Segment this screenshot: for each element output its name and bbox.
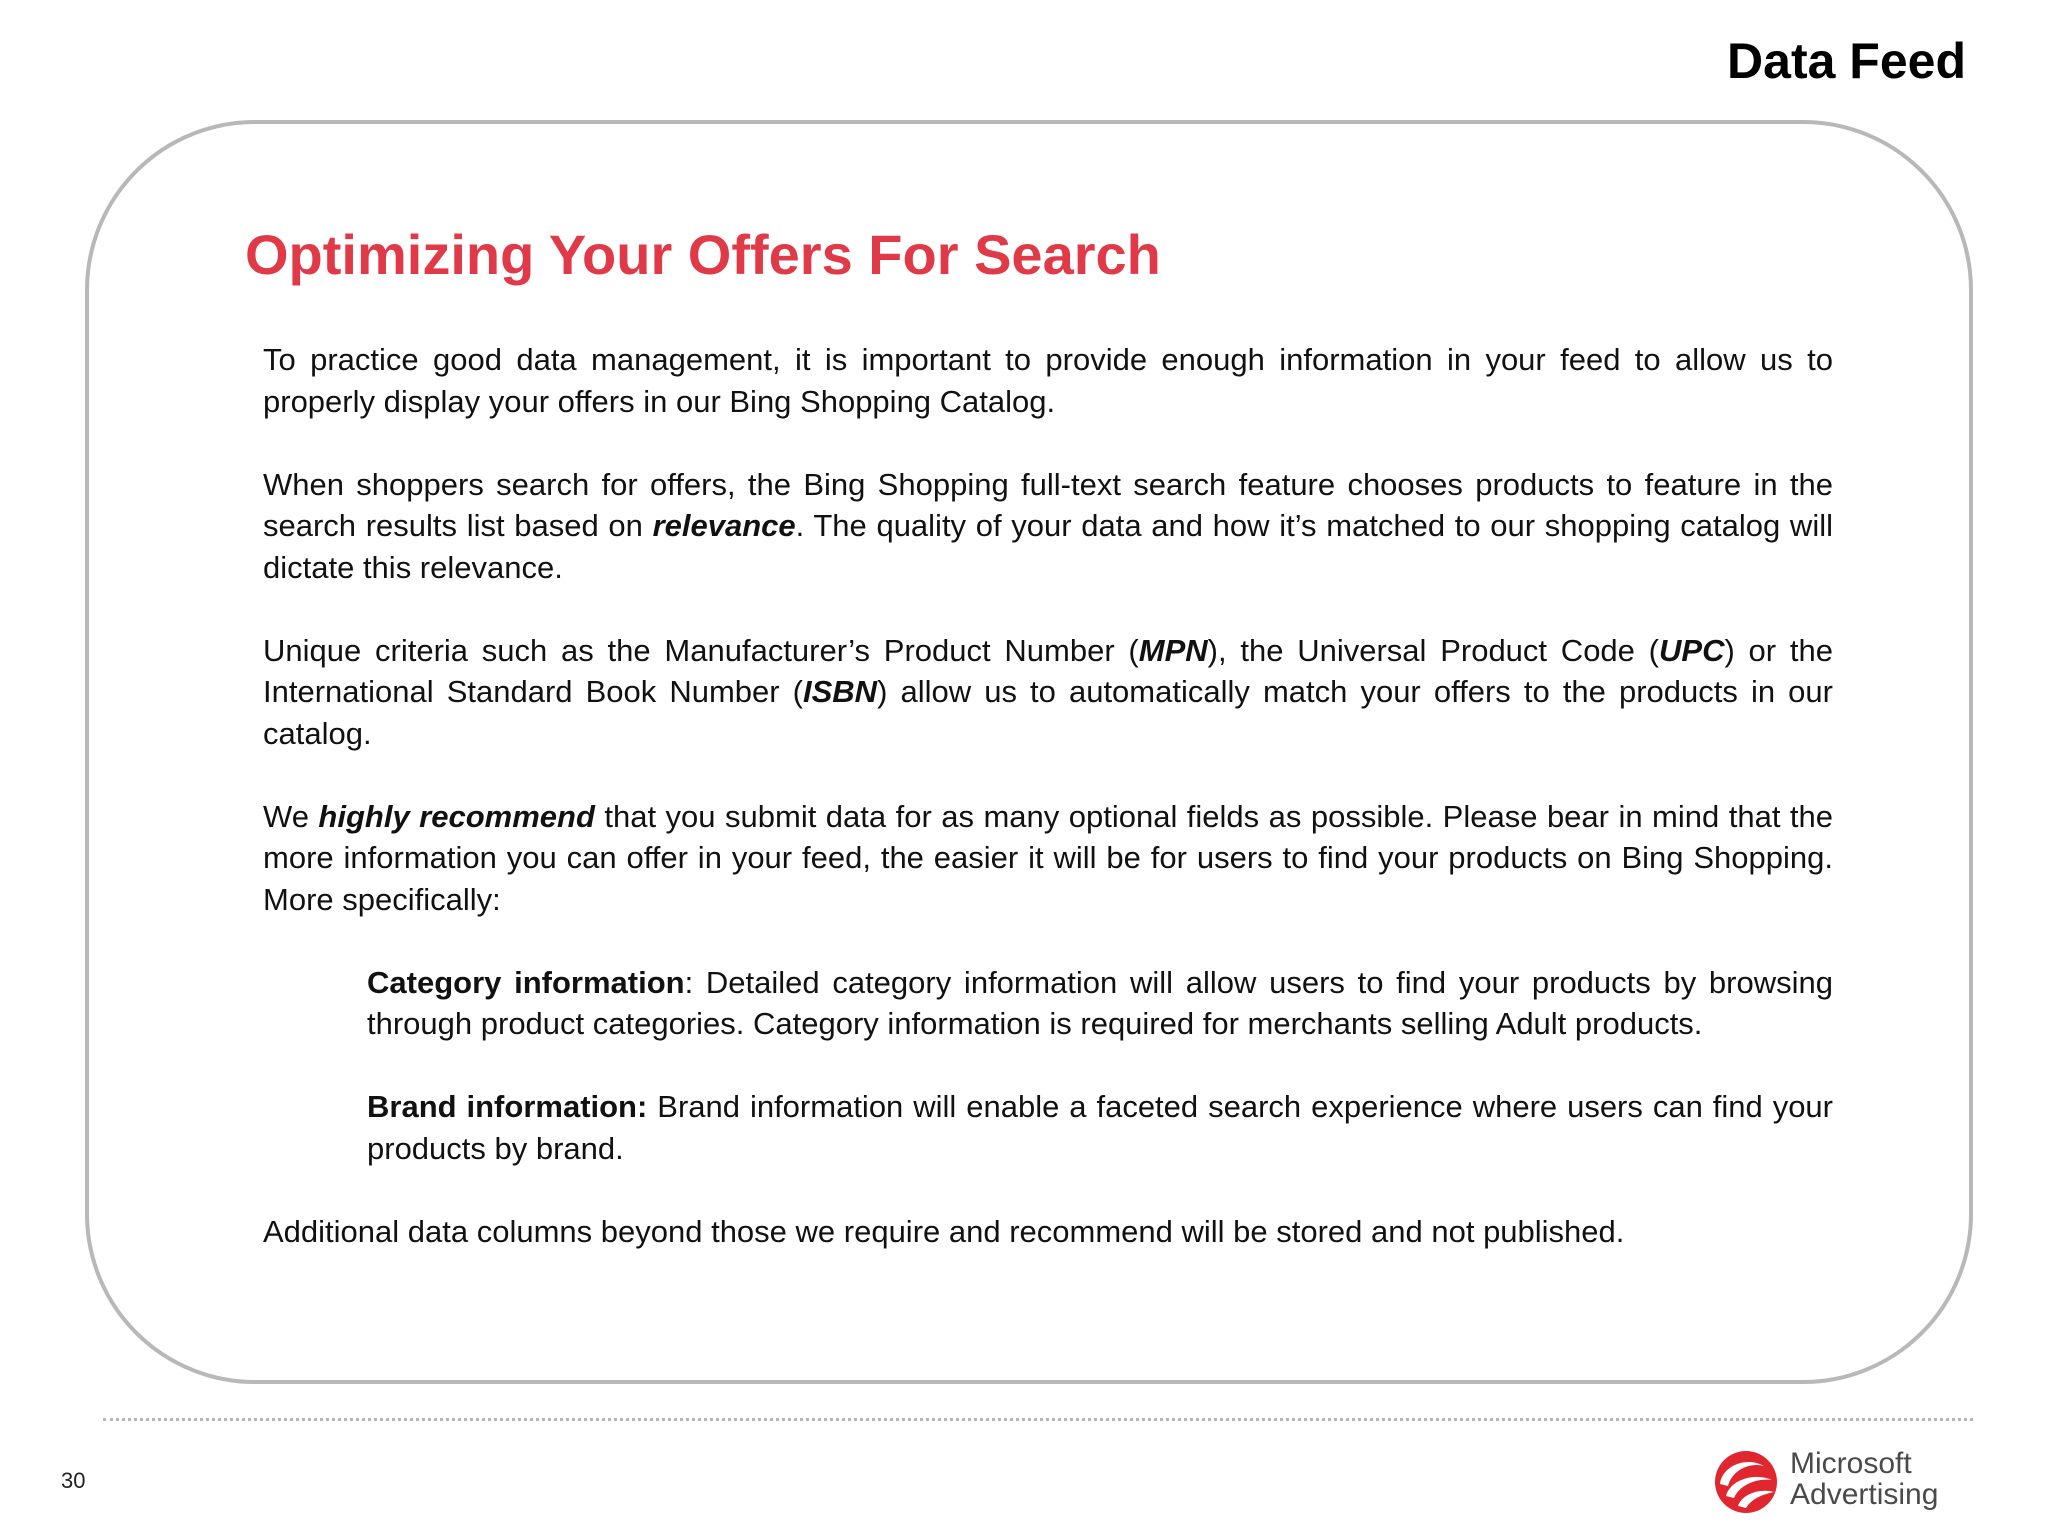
paragraph-category-information xyxy=(367,962,1833,1045)
paragraph-relevance xyxy=(263,464,1833,589)
text-run: ), the Universal Product Code ( xyxy=(1207,632,1660,668)
page-number: 30 xyxy=(61,1468,86,1493)
emphasis-highly-recommend: highly recommend xyxy=(318,798,595,834)
text-run: Brand information will enable a faceted search experience where users can find your products by brand. xyxy=(367,1089,1833,1166)
paragraph-unique-criteria xyxy=(263,630,1833,755)
microsoft-advertising-logo xyxy=(1712,1444,1942,1516)
paragraph-intro: To practice good data management, it is important to provide enough information in your feed to allow us to properly display your offers in our Bing Shopping Catalog. xyxy=(263,342,1833,419)
slide-title: Optimizing Your Offers For Search xyxy=(245,223,1161,286)
text-run: that you submit data for as many optional fields as possible. Please bear in mind that the more information you can offer in your feed, the easier it will be for users to find your products on Bing Shopping. More specifically: xyxy=(263,798,1834,917)
logo-wordmark xyxy=(1790,1448,1938,1510)
logo-text-microsoft: Microsoft xyxy=(1790,1447,1912,1480)
emphasis-upc: UPC xyxy=(1659,632,1725,668)
text-run: . The quality of your data and how it’s matched to our shopping catalog will dictate this relevance. xyxy=(263,508,1833,585)
text-run: When shoppers search for offers, the Bing Shopping full-text search feature chooses products to feature in the search results list based on xyxy=(263,466,1833,543)
slide-body xyxy=(263,339,1833,1252)
footer-divider xyxy=(103,1418,1973,1421)
text-run: ) or the International Standard Book Number ( xyxy=(263,632,1833,709)
text-run: ) allow us to automatically match your offers to the products in our catalog. xyxy=(263,674,1833,751)
paragraph-brand-information xyxy=(367,1086,1833,1169)
paragraph-recommend xyxy=(263,796,1833,921)
text-run: Unique criteria such as the Manufacturer’s Product Number ( xyxy=(263,632,1139,668)
label-brand-information: Brand information: xyxy=(367,1089,648,1124)
text-run: We xyxy=(263,798,319,834)
paragraph-additional-columns: Additional data columns beyond those we require and recommend will be stored and not published. xyxy=(263,1213,1625,1249)
label-category-information: Category information xyxy=(367,964,685,1000)
emphasis-mpn: MPN xyxy=(1138,632,1208,668)
emphasis-isbn: ISBN xyxy=(803,674,878,709)
emphasis-relevance: relevance xyxy=(652,508,796,543)
text-run: : Detailed category information will allow users to find your products by browsing through product categories. Category information is required for merchants selling Adult products. xyxy=(367,964,1833,1041)
logo-text-advertising: Advertising xyxy=(1790,1478,1939,1511)
section-label: Data Feed xyxy=(1727,33,1966,89)
logo-swirl-icon xyxy=(1712,1444,1784,1516)
